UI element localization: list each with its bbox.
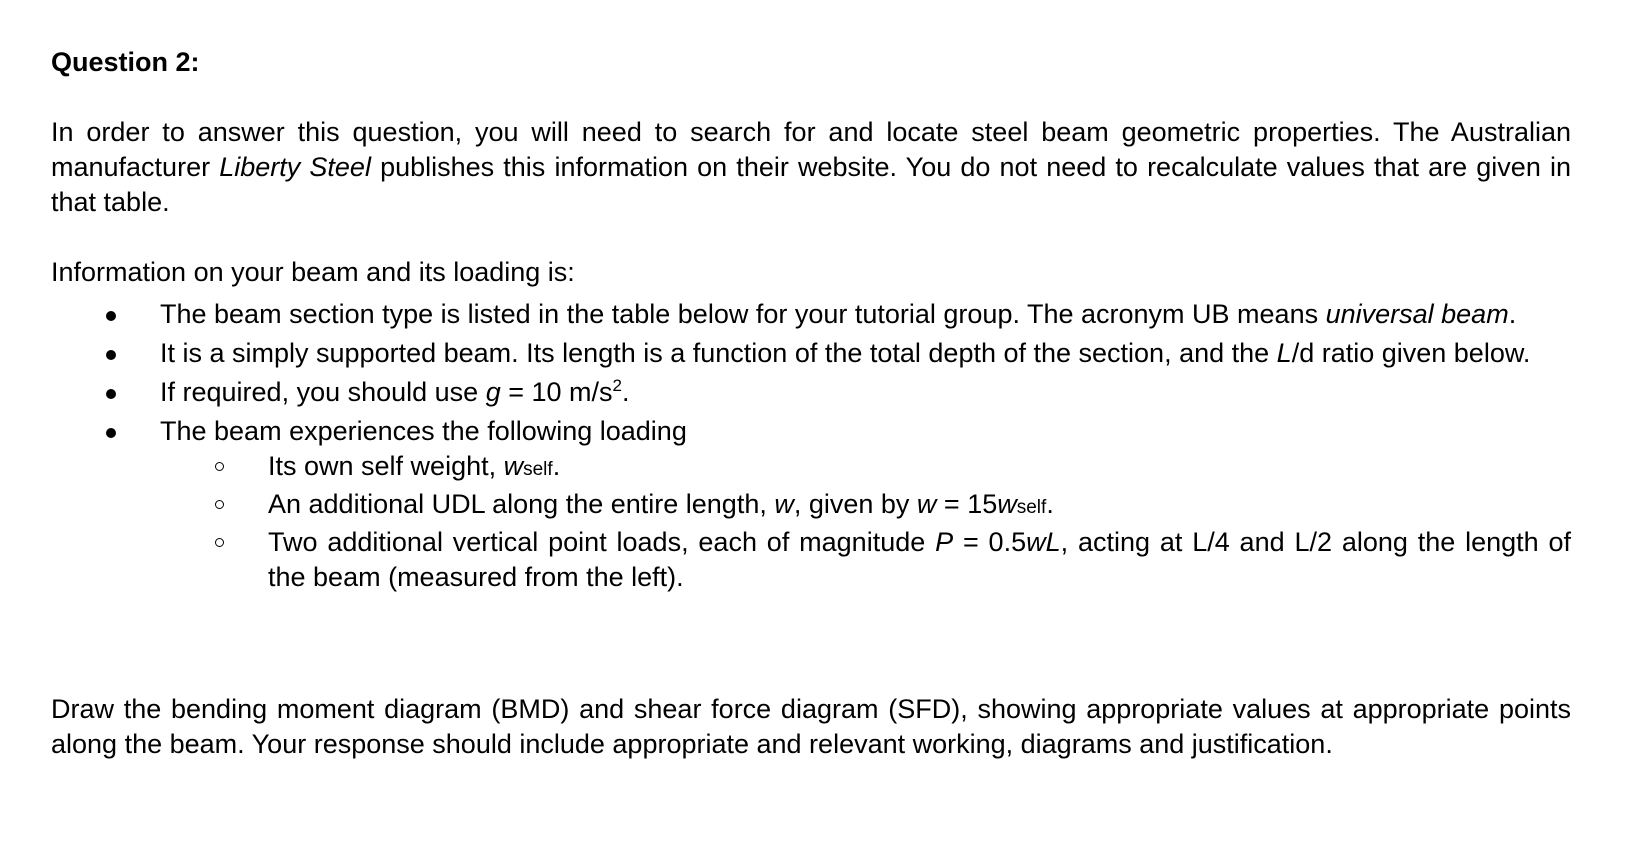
sub-2-text-3: = 15 bbox=[936, 489, 998, 519]
bullet-dot-icon bbox=[106, 389, 116, 399]
sub-2-emphasis-2: w bbox=[916, 489, 937, 519]
bullet-1-text-1: The beam section type is listed in the table below for your tutorial group. The acronym UB means bbox=[160, 299, 1326, 329]
sub-bullet-circle-icon bbox=[215, 500, 224, 509]
sub-2-text-2: , given by bbox=[793, 489, 917, 519]
info-intro: Information on your beam and its loading is: bbox=[51, 257, 575, 287]
intro-text-1: In order to answer this question, you will need to search for and locate steel beam geometric properties. The Australian manufacturer bbox=[51, 117, 1571, 182]
manufacturer-name: Liberty Steel bbox=[219, 152, 371, 182]
bullet-3-emphasis: g bbox=[485, 377, 501, 407]
sub-3-text-1: Two additional vertical point loads, each of magnitude bbox=[268, 527, 936, 557]
sub-3-text-2: = 0.5 bbox=[953, 527, 1027, 557]
bullet-simply-supported bbox=[160, 336, 1571, 371]
sub-1-subscript: self bbox=[523, 459, 553, 480]
bullet-2-emphasis: L bbox=[1276, 338, 1292, 368]
sub-3-text-3: , acting at L/4 and L/2 along the length of the beam (measured from the left). bbox=[268, 527, 1572, 592]
sub-2-emphasis-3: w bbox=[997, 489, 1017, 519]
loading-info-list bbox=[160, 297, 1571, 599]
bullet-loading bbox=[160, 414, 1571, 595]
sub-3-emphasis-2: wL bbox=[1026, 527, 1061, 557]
bullet-gravity bbox=[160, 375, 1571, 410]
question-heading: Question 2: bbox=[51, 47, 200, 77]
bullet-1-emphasis: universal beam bbox=[1325, 299, 1509, 329]
sub-item-point-loads bbox=[268, 525, 1571, 595]
bullet-section-type bbox=[160, 297, 1571, 332]
sub-1-text-2: . bbox=[552, 451, 561, 481]
sub-1-text-1: Its own self weight, bbox=[268, 451, 504, 481]
sub-2-text-4: . bbox=[1046, 489, 1054, 519]
sub-1-emphasis: w bbox=[503, 451, 524, 481]
bullet-4-text: The beam experiences the following loading bbox=[160, 416, 687, 446]
sub-bullet-circle-icon bbox=[215, 462, 224, 471]
bullet-dot-icon bbox=[106, 311, 116, 321]
sub-bullet-circle-icon bbox=[215, 538, 224, 547]
intro-paragraph bbox=[51, 115, 1571, 220]
bullet-2-text-2: /d ratio given below. bbox=[1291, 338, 1531, 368]
bullet-dot-icon bbox=[106, 428, 116, 438]
sub-2-text-1: An additional UDL along the entire length, bbox=[268, 489, 775, 519]
sub-3-emphasis-1: P bbox=[935, 527, 954, 557]
bullet-3-text-3: . bbox=[622, 377, 630, 407]
bullet-dot-icon bbox=[106, 350, 116, 360]
sub-2-subscript: self bbox=[1016, 497, 1047, 518]
bullet-3-text-1: If required, you should use bbox=[160, 377, 486, 407]
intro-text-2: publishes this information on their website. You do not need to recalculate values that are given in that table. bbox=[51, 152, 1571, 217]
loading-sublist bbox=[268, 449, 1571, 595]
sub-item-udl bbox=[268, 487, 1571, 525]
sub-item-self-weight bbox=[268, 449, 1571, 487]
bullet-2-text-1: It is a simply supported beam. Its length is a function of the total depth of the section, and the bbox=[160, 338, 1277, 368]
bullet-3-text-2: = 10 m/s bbox=[500, 377, 613, 407]
task-paragraph: Draw the bending moment diagram (BMD) and shear force diagram (SFD), showing appropriate values at appropriate points along the beam. Your response should include appropriate and relevant working, diagrams and justification. bbox=[51, 694, 1571, 759]
bullet-1-text-2: . bbox=[1508, 299, 1517, 329]
bullet-3-superscript: 2 bbox=[612, 376, 622, 395]
sub-2-emphasis-1: w bbox=[774, 489, 794, 519]
